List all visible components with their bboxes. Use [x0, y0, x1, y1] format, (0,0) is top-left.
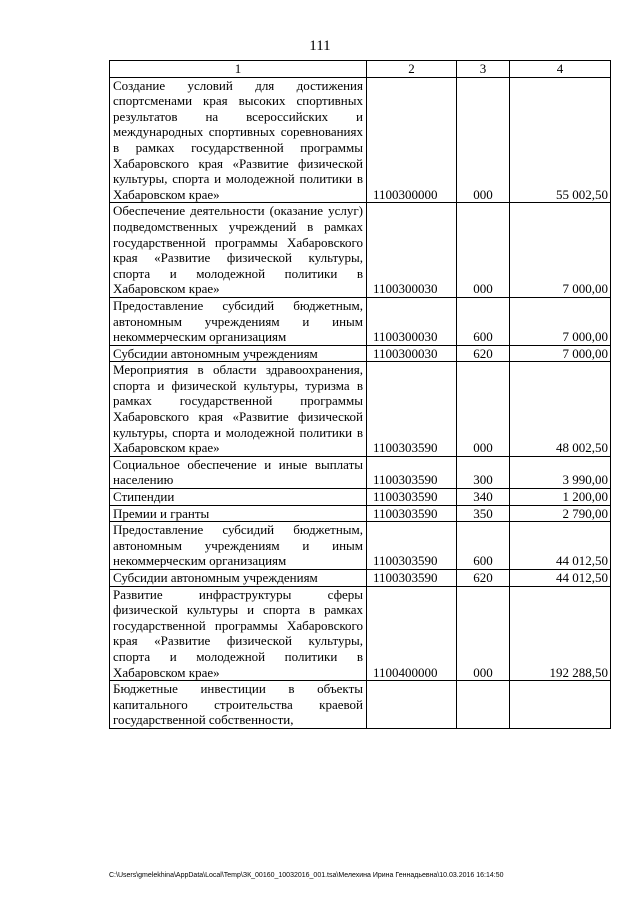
- row-amount: [510, 681, 611, 729]
- table-row: [110, 489, 611, 506]
- row-name: Создание условий для достижения спортсменами края высоких спортивных результатов на всероссийских и международных спортивных соревнованиях в рамках государственной программы Хабаровского края «Развитие физической культуры, спорта и молодежной политики в Хабаровском крае»: [110, 77, 367, 203]
- row-code: 1100303590: [367, 570, 457, 587]
- table-header-row: [110, 61, 611, 78]
- table-row: [110, 681, 611, 729]
- row-type: 000: [457, 77, 510, 203]
- row-name: Обеспечение деятельности (оказание услуг) подведомственных учреждений в рамках государственной программы Хабаровского края «Развитие физической культуры, спорта и молодежной политики в Хабаровском крае»: [110, 203, 367, 298]
- row-name: Предоставление субсидий бюджетным, автономным учреждениям и иным некоммерческим организациям: [110, 522, 367, 570]
- row-amount: 3 990,00: [510, 456, 611, 488]
- table-row: [110, 203, 611, 298]
- page-number: 111: [309, 38, 331, 54]
- header-cell-code: 2: [367, 61, 457, 78]
- row-type: 000: [457, 586, 510, 681]
- row-type: 300: [457, 456, 510, 488]
- table-row: [110, 77, 611, 203]
- row-type: 000: [457, 203, 510, 298]
- row-amount: 44 012,50: [510, 570, 611, 587]
- table-row: [110, 362, 611, 457]
- row-code: 1100303590: [367, 489, 457, 506]
- budget-table: [109, 60, 611, 729]
- row-type: [457, 681, 510, 729]
- row-amount: 1 200,00: [510, 489, 611, 506]
- row-code: 1100303590: [367, 362, 457, 457]
- row-code: 1100300030: [367, 345, 457, 362]
- row-name: Премии и гранты: [110, 505, 367, 522]
- row-name: Мероприятия в области здравоохранения, спорта и физической культуры, туризма в рамках государственной программы Хабаровского края «Развитие физической культуры, спорта и молодежной политики в Хабаровском крае»: [110, 362, 367, 457]
- row-name: Субсидии автономным учреждениям: [110, 570, 367, 587]
- row-code: 1100400000: [367, 586, 457, 681]
- table-row: [110, 586, 611, 681]
- table-row: [110, 522, 611, 570]
- row-type: 620: [457, 345, 510, 362]
- row-amount: 192 288,50: [510, 586, 611, 681]
- row-code: [367, 681, 457, 729]
- row-amount: 7 000,00: [510, 345, 611, 362]
- row-name: Социальное обеспечение и иные выплаты населению: [110, 456, 367, 488]
- row-amount: 7 000,00: [510, 203, 611, 298]
- row-amount: 7 000,00: [510, 297, 611, 345]
- table-row: [110, 570, 611, 587]
- row-name: Стипендии: [110, 489, 367, 506]
- header-cell-name: 1: [110, 61, 367, 78]
- row-amount: 48 002,50: [510, 362, 611, 457]
- row-type: 620: [457, 570, 510, 587]
- table-row: [110, 297, 611, 345]
- table-row: [110, 505, 611, 522]
- row-type: 600: [457, 297, 510, 345]
- table-row: [110, 345, 611, 362]
- footer-file-path: C:\Users\gmelekhina\AppData\Local\Temp\ЗК_00160_10032016_001.tsa\Мелехина Ирина Геннадьевна\10.03.2016 16:14:50: [109, 872, 504, 879]
- row-code: 1100300030: [367, 297, 457, 345]
- row-type: 600: [457, 522, 510, 570]
- row-amount: 55 002,50: [510, 77, 611, 203]
- row-type: 000: [457, 362, 510, 457]
- row-name: Развитие инфраструктуры сферы физической культуры и спорта в рамках государственной программы Хабаровского края «Развитие физической культуры, спорта и молодежной политики в Хабаровском крае»: [110, 586, 367, 681]
- row-code: 1100303590: [367, 505, 457, 522]
- row-type: 340: [457, 489, 510, 506]
- table-row: [110, 456, 611, 488]
- row-name: Субсидии автономным учреждениям: [110, 345, 367, 362]
- row-code: 1100303590: [367, 522, 457, 570]
- row-code: 1100300000: [367, 77, 457, 203]
- row-amount: 2 790,00: [510, 505, 611, 522]
- row-amount: 44 012,50: [510, 522, 611, 570]
- row-code: 1100303590: [367, 456, 457, 488]
- header-cell-type: 3: [457, 61, 510, 78]
- row-type: 350: [457, 505, 510, 522]
- row-name: Предоставление субсидий бюджетным, автономным учреждениям и иным некоммерческим организациям: [110, 297, 367, 345]
- row-code: 1100300030: [367, 203, 457, 298]
- row-name: Бюджетные инвестиции в объекты капитального строительства краевой государственной собственности,: [110, 681, 367, 729]
- header-cell-amount: 4: [510, 61, 611, 78]
